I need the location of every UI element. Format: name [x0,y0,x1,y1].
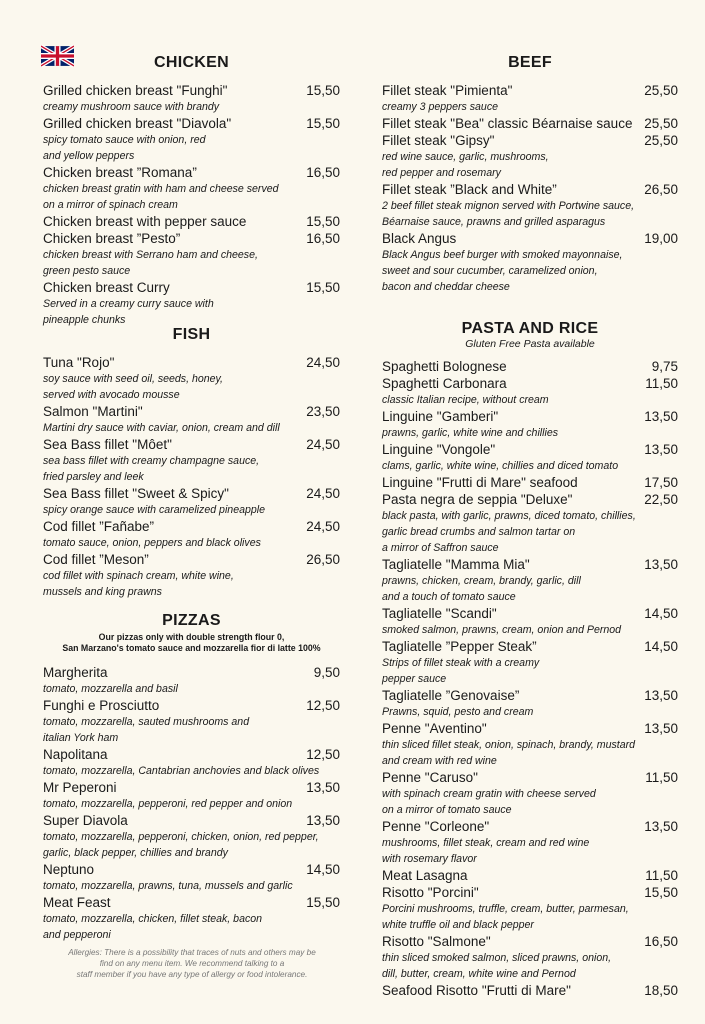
dish-name: Salmon "Martini" [43,404,143,419]
allergy-line: find on any menu item. We recommend talking to a [99,959,285,968]
menu-item-row [382,867,678,884]
dish-name: Pasta negra de seppia "Deluxe" [382,492,573,507]
dish-name: Cod fillet ”Meson” [43,552,149,567]
dish-description: tomato, mozzarella and basil [43,683,178,695]
menu-item-row [382,638,678,655]
dish-description: soy sauce with seed oil, seeds, honey, [43,373,224,385]
menu-item [43,115,340,164]
dish-description: white truffle oil and black pepper [382,919,534,931]
menu-item [382,375,678,408]
menu-item [382,132,678,181]
menu-item [382,605,678,638]
dish-price: 25,50 [644,83,678,98]
dish-description: 2 beef fillet steak mignon served with Portwine sauce, [382,200,635,212]
dish-price: 13,50 [644,721,678,736]
dish-description: tomato, mozzarella, prawns, tuna, mussels and garlic [43,880,293,892]
allergy-line: staff member if you have any type of allergy or food intolerance. [76,970,308,979]
menu-item-row [382,769,678,786]
dish-price: 14,50 [644,639,678,654]
menu-item [382,818,678,867]
dish-description: smoked salmon, prawns, cream, onion and Pernod [382,624,622,636]
dish-price: 13,50 [644,557,678,572]
dish-description: pineapple chunks [43,314,126,326]
dish-price: 25,50 [644,133,678,148]
menu-item-row [382,441,678,458]
dish-description: tomato, mozzarella, Cantabrian anchovies and black olives [43,765,320,777]
menu-item [382,82,678,115]
menu-item [382,933,678,982]
menu-item [43,697,340,746]
dish-description: green pesto sauce [43,265,131,277]
dish-description: Black Angus beef burger with smoked mayonnaise, [382,249,623,261]
menu-item-row [382,491,678,508]
dish-name: Linguine "Gamberi" [382,409,499,424]
dish-price: 22,50 [644,492,678,507]
dish-description: prawns, chicken, cream, brandy, garlic, dill [382,575,581,587]
dish-description: chicken breast with Serrano ham and cheese, [43,249,258,261]
menu-item-row [43,485,340,502]
dish-description: Prawns, squid, pesto and cream [382,706,534,718]
menu-item-row [382,181,678,198]
menu-item-row [43,697,340,714]
dish-price: 15,50 [644,885,678,900]
dish-price: 24,50 [306,519,340,534]
dish-price: 13,50 [644,409,678,424]
menu-item [382,358,678,375]
dish-price: 16,50 [306,231,340,246]
menu-item [43,746,340,779]
menu-item [43,664,340,697]
menu-item-row [43,115,340,132]
dish-price: 24,50 [306,355,340,370]
menu-item [43,812,340,861]
dish-name: Spaghetti Carbonara [382,376,507,391]
menu-item-row [382,818,678,835]
dish-description: spicy orange sauce with caramelized pineapple [43,504,266,516]
dish-name: Margherita [43,665,108,680]
dish-name: Chicken breast ”Romana” [43,165,197,180]
menu-item [382,769,678,818]
dish-name: Seafood Risotto "Frutti di Mare" [382,983,571,998]
menu-item-row [43,664,340,681]
menu-item [382,638,678,687]
menu-item-row [382,884,678,901]
dish-description: thin sliced smoked salmon, sliced prawns, onion, [382,952,612,964]
section-title-beef: BEEF [508,54,552,71]
dish-price: 12,50 [306,747,340,762]
dish-price: 15,50 [306,116,340,131]
dish-price: 9,75 [651,359,678,374]
allergy-notice [42,947,342,980]
dish-price: 11,50 [645,376,678,391]
dish-description: prawns, garlic, white wine and chillies [382,427,559,439]
dish-description: garlic bread crumbs and salmon tartar on [382,526,576,538]
menu-item [43,403,340,436]
dish-description: fried parsley and leek [43,471,144,483]
dish-description: pepper sauce [382,673,447,685]
dish-name: Penne "Corleone" [382,819,490,834]
menu-item-row [43,779,340,796]
menu-item-row [43,861,340,878]
menu-item [43,230,340,279]
dish-description: Served in a creamy curry sauce with [43,298,214,310]
menu-item [382,982,678,999]
dish-description: sea bass fillet with creamy champagne sauce, [43,455,260,467]
dish-price: 15,50 [306,214,340,229]
dish-name: Risotto "Salmone" [382,934,491,949]
dish-name: Meat Feast [43,895,111,910]
dish-name: Super Diavola [43,813,128,828]
menu-item-row [43,894,340,911]
menu-item [382,115,678,132]
dish-name: Penne "Caruso" [382,770,478,785]
menu-item [43,279,340,328]
dish-description: and a touch of tomato sauce [382,591,516,603]
dish-name: Linguine "Vongole" [382,442,496,457]
allergy-line: Allergies: There is a possibility that traces of nuts and others may be [68,948,316,957]
dish-price: 13,50 [644,819,678,834]
left-column [43,0,340,1024]
menu-item [43,485,340,518]
dish-price: 9,50 [313,665,340,680]
dish-description: and pepperoni [43,929,111,941]
dish-description: sweet and sour cucumber, caramelized onion, [382,265,598,277]
dish-description: mushrooms, fillet steak, cream and red wine [382,837,590,849]
dish-name: Black Angus [382,231,457,246]
menu-item [382,441,678,474]
menu-item-row [43,812,340,829]
dish-name: Fillet steak "Bea" classic Béarnaise sauce [382,116,633,131]
dish-name: Tagliatelle "Scandi" [382,606,497,621]
dish-name: Neptuno [43,862,95,877]
dish-name: Tuna "Rojo" [43,355,115,370]
dish-price: 11,50 [645,770,678,785]
dish-name: Fillet steak "Gipsy" [382,133,495,148]
menu-item-row [43,213,340,230]
dish-price: 12,50 [306,698,340,713]
dish-description: creamy 3 peppers sauce [382,101,499,113]
right-column [382,0,678,1024]
dish-description: classic Italian recipe, without cream [382,394,549,406]
dish-description: tomato, mozzarella, pepperoni, red pepper and onion [43,798,293,810]
menu-item-row [382,358,678,375]
dish-description: with rosemary flavor [382,853,477,865]
dish-name: Meat Lasagna [382,868,468,883]
dish-price: 15,50 [306,280,340,295]
dish-name: Fillet steak ”Black and White” [382,182,557,197]
dish-description: mussels and king prawns [43,586,162,598]
dish-name: Chicken breast Curry [43,280,170,295]
menu-item [43,551,340,600]
menu-item [382,474,678,491]
dish-description: served with avocado mousse [43,389,180,401]
menu-item [43,894,340,943]
dish-price: 14,50 [306,862,340,877]
dish-description: clams, garlic, white wine, chillies and diced tomato [382,460,619,472]
menu-item [382,491,678,556]
dish-description: Porcini mushrooms, truffle, cream, butter, parmesan, [382,903,629,915]
dish-name: Risotto "Porcini" [382,885,479,900]
menu-item [382,556,678,605]
dish-price: 15,50 [306,895,340,910]
dish-description: tomato, mozzarella, pepperoni, chicken, onion, red pepper, [43,831,319,843]
menu-item [382,720,678,769]
dish-description: cod fillet with spinach cream, white wine, [43,570,234,582]
dish-name: Grilled chicken breast "Funghi" [43,83,228,98]
dish-description: dill, butter, cream, white wine and Pernod [382,968,576,980]
menu-item-row [382,82,678,99]
menu-item [382,867,678,884]
menu-item-row [43,551,340,568]
menu-item-row [43,230,340,247]
dish-price: 26,50 [644,182,678,197]
dish-name: Chicken breast ”Pesto” [43,231,181,246]
menu-item [43,82,340,115]
menu-item-row [382,230,678,247]
dish-name: Grilled chicken breast "Diavola" [43,116,232,131]
dish-description: bacon and cheddar cheese [382,281,510,293]
menu-item-row [43,403,340,420]
dish-name: Mr Peperoni [43,780,117,795]
dish-description: red pepper and rosemary [382,167,501,179]
dish-name: Cod fillet ”Fañabe” [43,519,155,534]
dish-name: Penne "Aventino" [382,721,487,736]
dish-name: Funghi e Prosciutto [43,698,160,713]
dish-description: with spinach cream gratin with cheese served [382,788,596,800]
menu-item [43,861,340,894]
dish-description: black pasta, with garlic, prawns, diced tomato, chillies, [382,510,636,522]
dish-description: italian York ham [43,732,119,744]
menu-item-row [382,408,678,425]
menu-item-row [382,933,678,950]
menu-item-row [43,164,340,181]
dish-name: Fillet steak "Pimienta" [382,83,513,98]
section-title-chicken: CHICKEN [154,54,229,71]
menu-item [382,230,678,295]
pizza-note [35,632,348,654]
dish-description: thin sliced fillet steak, onion, spinach, brandy, mustard [382,739,636,751]
dish-price: 24,50 [306,486,340,501]
dish-price: 16,50 [644,934,678,949]
menu-item-row [382,556,678,573]
dish-name: Tagliatelle ”Genovaise” [382,688,520,703]
dish-price: 25,50 [644,116,678,131]
dish-name: Sea Bass fillet "Môet" [43,437,172,452]
dish-price: 19,00 [644,231,678,246]
dish-description: Strips of fillet steak with a creamy [382,657,540,669]
dish-description: creamy mushroom sauce with brandy [43,101,220,113]
menu-item-row [43,82,340,99]
dish-description: tomato, mozzarella, chicken, fillet steak, bacon [43,913,263,925]
menu-item [43,436,340,485]
section-title-pizzas: PIZZAS [162,612,221,629]
pasta-subtitle: Gluten Free Pasta available [465,338,595,350]
dish-description: and cream with red wine [382,755,497,767]
dish-price: 13,50 [306,780,340,795]
menu-item [382,687,678,720]
menu-item-row [382,687,678,704]
dish-description: tomato, mozzarella, sauted mushrooms and [43,716,250,728]
dish-description: spicy tomato sauce with onion, red [43,134,206,146]
dish-name: Tagliatelle "Mamma Mia" [382,557,530,572]
section-title-pasta: PASTA AND RICE [461,320,599,337]
menu-item-row [43,279,340,296]
menu-item-row [382,720,678,737]
menu-item-row [43,354,340,371]
dish-name: Linguine "Frutti di Mare" seafood [382,475,578,490]
dish-name: Spaghetti Bolognese [382,359,507,374]
menu-item-row [43,436,340,453]
dish-price: 13,50 [644,688,678,703]
dish-price: 23,50 [306,404,340,419]
dish-price: 11,50 [645,868,678,883]
dish-description: on a mirror of spinach cream [43,199,178,211]
dish-description: red wine sauce, garlic, mushrooms, [382,151,549,163]
menu-item-row [382,132,678,149]
dish-price: 24,50 [306,437,340,452]
menu-item [43,164,340,213]
dish-description: Martini dry sauce with caviar, onion, cream and dill [43,422,280,434]
dish-description: tomato sauce, onion, peppers and black olives [43,537,261,549]
menu-item [43,354,340,403]
dish-description: and yellow peppers [43,150,135,162]
dish-price: 13,50 [306,813,340,828]
dish-price: 26,50 [306,552,340,567]
menu-item-row [43,518,340,535]
menu-item-row [382,115,678,132]
dish-name: Sea Bass fillet "Sweet & Spicy" [43,486,229,501]
dish-price: 16,50 [306,165,340,180]
section-title-fish: FISH [172,326,211,343]
dish-description: a mirror of Saffron sauce [382,542,499,554]
menu-item [382,408,678,441]
dish-description: chicken breast gratin with ham and cheese served [43,183,279,195]
dish-price: 17,50 [644,475,678,490]
menu-item-row [382,982,678,999]
dish-price: 15,50 [306,83,340,98]
dish-price: 13,50 [644,442,678,457]
dish-price: 14,50 [644,606,678,621]
dish-name: Tagliatelle ”Pepper Steak” [382,639,537,654]
menu-item [43,213,340,230]
pizza-note-line2: San Marzano's tomato sauce and mozzarella fior di latte 100% [62,643,321,653]
dish-name: Chicken breast with pepper sauce [43,214,247,229]
menu-item [43,779,340,812]
dish-price: 18,50 [644,983,678,998]
menu-item-row [382,605,678,622]
menu-item-row [43,746,340,763]
dish-description: Béarnaise sauce, prawns and grilled asparagus [382,216,606,228]
menu-item-row [382,474,678,491]
menu-item [382,884,678,933]
dish-description: garlic, black pepper, chillies and brandy [43,847,228,859]
pizza-note-line1: Our pizzas only with double strength flour 0, [98,632,285,642]
menu-item [382,181,678,230]
menu-item [43,518,340,551]
dish-description: on a mirror of tomato sauce [382,804,512,816]
dish-name: Napolitana [43,747,108,762]
menu-item-row [382,375,678,392]
